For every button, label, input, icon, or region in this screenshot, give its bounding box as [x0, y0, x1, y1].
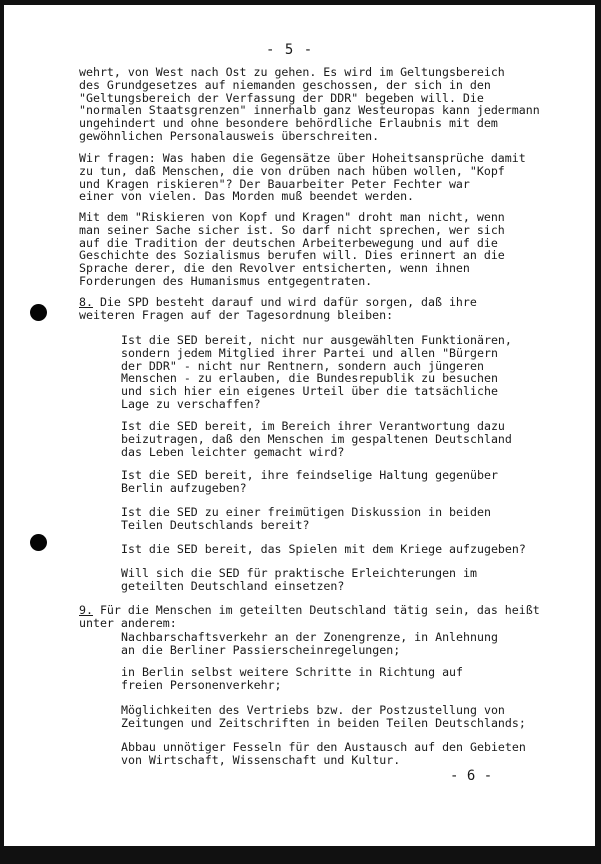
paragraph-kopf-und-kragen: Mit dem "Riskieren von Kopf und Kragen" droht man nicht, wenn man seiner Sache sicher ist. So darf nicht sprechen, wer sich auf die Tradition der deutschen Arbeiterbewegung und auf die Geschichte des Sozialismus berufen will. Dies erinnert an die Sprache derer, die den Revolver entsicherten, wenn ihnen Forderungen des Humanismus entgegentraten. [79, 210, 505, 288]
scan-border-top [0, 0, 601, 5]
point-8-number: 8. [79, 295, 93, 309]
paragraph-border-crossing: wehrt, von West nach Ost zu gehen. Es wird im Geltungsbereich des Grundgesetzes auf niemanden geschossen, der sich in den "Geltungsbereich der Verfassung der DDR" begeben will. Die "normalen Staatsgrenzen" innerhalb ganz Westeuropas kann jedermann ungehindert und ohne besondere behördliche Erlaubnis mit dem gewöhnlichen Personalausweis überschreiten. [79, 65, 540, 143]
item-neighbour-traffic: Nachbarschaftsverkehr an der Zonengrenze, in Anlehnung an die Berliner Passierscheinregelungen; [121, 630, 498, 657]
page-number: - 5 - [266, 42, 314, 58]
paragraph-we-ask: Wir fragen: Was haben die Gegensätze über Hoheitsansprüche damit zu tun, daß Menschen, die von drüben nach hüben wollen, "Kopf und Kragen riskieren"? Der Bauarbeiter Peter Fechter war einer von vielen. Das Morden muß beendet werden. [79, 151, 526, 204]
scan-border-right [595, 0, 601, 864]
point-8-intro [79, 296, 477, 322]
item-exchange: Abbau unnötiger Fesseln für den Austausch auf den Gebieten von Wirtschaft, Wissenschaft und Kultur. [121, 740, 526, 767]
question-discussion: Ist die SED zu einer freimütigen Diskussion in beiden Teilen Deutschlands bereit? [121, 505, 491, 532]
question-easier-life: Ist die SED bereit, im Bereich ihrer Verantwortung dazu beizutragen, daß den Menschen im gespaltenen Deutschland das Leben leichter gemacht wird? [121, 419, 512, 459]
point-8-text: Die SPD besteht darauf und wird dafür sorgen, daß ihre weiteren Fragen auf der Tagesordnung bleiben: [79, 295, 477, 322]
scan-border-left [0, 0, 4, 864]
point-9-number: 9. [79, 603, 93, 617]
punch-hole-top [30, 304, 47, 321]
point-9-intro [79, 604, 540, 630]
question-berlin: Ist die SED bereit, ihre feindselige Haltung gegenüber Berlin aufzugeben? [121, 468, 498, 495]
item-newspapers: Möglichkeiten des Vertriebs bzw. der Postzustellung von Zeitungen und Zeitschriften in beiden Teilen Deutschlands; [121, 703, 526, 730]
next-page-marker: - 6 - [450, 768, 493, 784]
point-9-text: Für die Menschen im geteilten Deutschland tätig sein, das heißt unter anderem: [79, 603, 540, 630]
item-berlin-traffic: in Berlin selbst weitere Schritte in Richtung auf freien Personenverkehr; [121, 665, 464, 692]
scan-border-bottom [0, 846, 601, 864]
question-relief: Will sich die SED für praktische Erleichterungen im geteilten Deutschland einsetzen? [121, 566, 477, 593]
question-war: Ist die SED bereit, das Spielen mit dem Kriege aufzugeben? [121, 542, 526, 556]
question-visits: Ist die SED bereit, nicht nur ausgewählten Funktionären, sondern jedem Mitglied ihrer Partei und allen "Bürgern der DDR" - nicht nur Rentnern, sondern auch jüngeren Menschen - zu erlauben, die Bundesrepublik zu besuchen und sich hier ein eigenes Urteil über die tatsächliche Lage zu verschaffen? [121, 333, 512, 411]
punch-hole-bottom [30, 534, 47, 551]
